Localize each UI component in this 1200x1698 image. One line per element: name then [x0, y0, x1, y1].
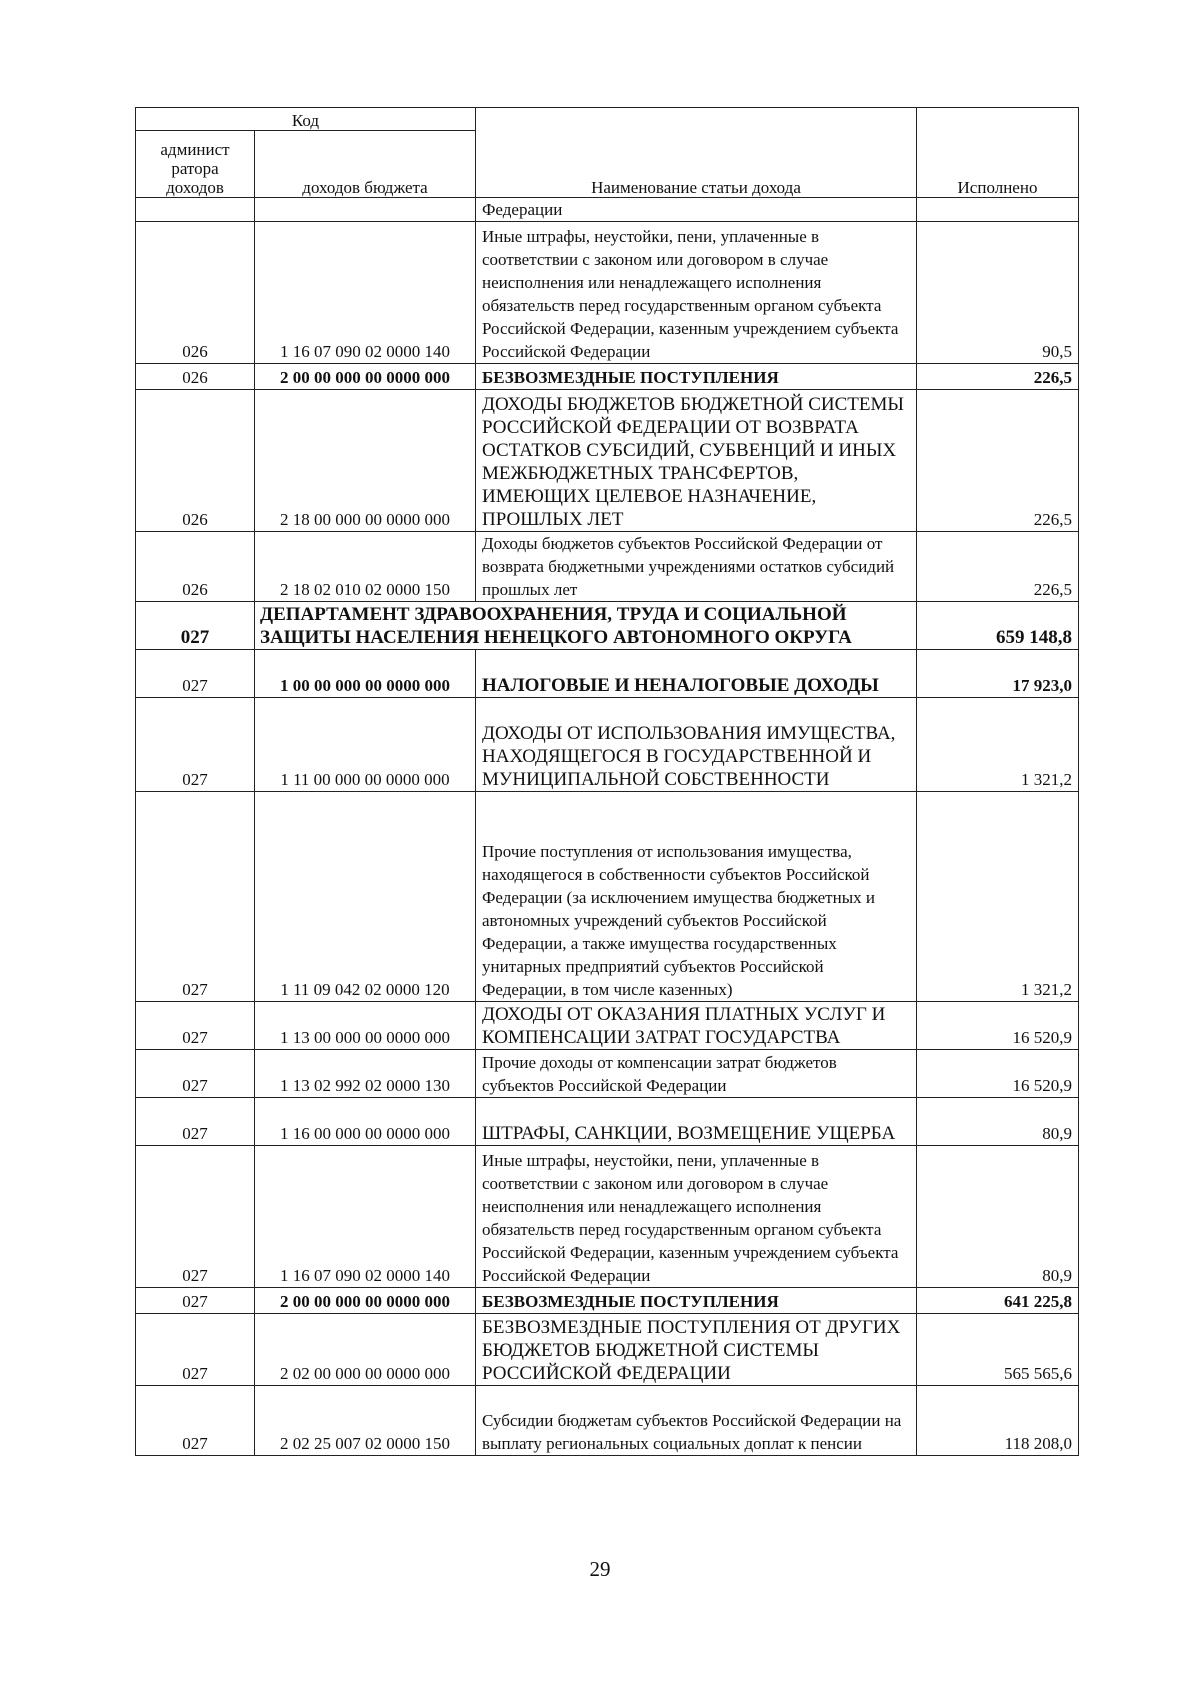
income-code-cell: 2 00 00 000 00 0000 000 [255, 364, 476, 390]
item-name-cell: Прочие поступления от использования имущества, находящегося в собственности субъектов Российской Федерации (за исключением имущества бюджетных и автономных учреждений субъектов Российской Федерации, а также имущества государственных унитарных предприятий субъектов Российской Федерации, в том числе казенных) [476, 792, 917, 1002]
table-row [136, 792, 1079, 1002]
table-row [136, 1146, 1079, 1288]
table-row [136, 698, 1079, 792]
admin-code-cell: 027 [136, 1288, 255, 1314]
admin-code-cell: 026 [136, 364, 255, 390]
admin-column-header: админист ратора доходов [136, 131, 255, 198]
admin-code-cell: 026 [136, 222, 255, 364]
amount-cell: 80,9 [917, 1098, 1079, 1146]
table-row [136, 1288, 1079, 1314]
admin-code-cell [136, 198, 255, 222]
item-name-cell: Прочие доходы от компенсации затрат бюджетов субъектов Российской Федерации [476, 1050, 917, 1098]
item-name-cell: Иные штрафы, неустойки, пени, уплаченные в соответствии с законом или договором в случае неисполнения или ненадлежащего исполнения обязательств перед государственным органом субъекта Российской Федерации, казенным учреждением субъекта Российской Федерации [476, 222, 917, 364]
income-code-cell: 2 00 00 000 00 0000 000 [255, 1288, 476, 1314]
table-row [136, 1098, 1079, 1146]
item-name-cell: ДОХОДЫ ОТ ОКАЗАНИЯ ПЛАТНЫХ УСЛУГ И КОМПЕНСАЦИИ ЗАТРАТ ГОСУДАРСТВА [476, 1002, 917, 1050]
department-name-cell: ДЕПАРТАМЕНТ ЗДРАВООХРАНЕНИЯ, ТРУДА И СОЦИАЛЬНОЙ ЗАЩИТЫ НАСЕЛЕНИЯ НЕНЕЦКОГО АВТОНОМНОГО ОКРУГА [255, 602, 917, 650]
admin-code-cell: 027 [136, 792, 255, 1002]
income-code-column-header: доходов бюджета [255, 131, 476, 198]
table-row [136, 1050, 1079, 1098]
admin-code-cell: 027 [136, 650, 255, 698]
item-name-cell: Доходы бюджетов субъектов Российской Федерации от возврата бюджетными учреждениями остатков субсидий прошлых лет [476, 532, 917, 602]
table-row [136, 198, 1079, 222]
admin-code-cell: 027 [136, 602, 255, 650]
item-name-cell: НАЛОГОВЫЕ И НЕНАЛОГОВЫЕ ДОХОДЫ [476, 650, 917, 698]
item-name-cell: ДОХОДЫ БЮДЖЕТОВ БЮДЖЕТНОЙ СИСТЕМЫ РОССИЙСКОЙ ФЕДЕРАЦИИ ОТ ВОЗВРАТА ОСТАТКОВ СУБСИДИЙ, СУБВЕНЦИЙ И ИНЫХ МЕЖБЮДЖЕТНЫХ ТРАНСФЕРТОВ, ИМЕЮЩИХ ЦЕЛЕВОЕ НАЗНАЧЕНИЕ, ПРОШЛЫХ ЛЕТ [476, 390, 917, 532]
table-row [136, 650, 1079, 698]
admin-code-cell: 027 [136, 1098, 255, 1146]
amount-cell: 226,5 [917, 390, 1079, 532]
amount-cell: 226,5 [917, 532, 1079, 602]
table-row [136, 1314, 1079, 1386]
income-code-cell: 1 11 09 042 02 0000 120 [255, 792, 476, 1002]
amount-cell: 17 923,0 [917, 650, 1079, 698]
amount-cell: 90,5 [917, 222, 1079, 364]
amount-cell: 1 321,2 [917, 698, 1079, 792]
income-code-cell: 1 00 00 000 00 0000 000 [255, 650, 476, 698]
table-row [136, 364, 1079, 390]
income-code-cell [255, 198, 476, 222]
admin-code-cell: 027 [136, 1050, 255, 1098]
table-row [136, 1386, 1079, 1456]
amount-cell: 565 565,6 [917, 1314, 1079, 1386]
budget-table [135, 107, 1079, 1456]
code-group-header: Код [136, 108, 476, 131]
income-code-cell: 1 13 00 000 00 0000 000 [255, 1002, 476, 1050]
table-row [136, 390, 1079, 532]
item-name-cell: Иные штрафы, неустойки, пени, уплаченные в соответствии с законом или договором в случае неисполнения или ненадлежащего исполнения обязательств перед государственным органом субъекта Российской Федерации, казенным учреждением субъекта Российской Федерации [476, 1146, 917, 1288]
name-column-header: Наименование статьи дохода [476, 108, 917, 198]
item-name-cell: БЕЗВОЗМЕЗДНЫЕ ПОСТУПЛЕНИЯ ОТ ДРУГИХ БЮДЖЕТОВ БЮДЖЕТНОЙ СИСТЕМЫ РОССИЙСКОЙ ФЕДЕРАЦИИ [476, 1314, 917, 1386]
table-row [136, 222, 1079, 364]
header-row-top [136, 108, 1079, 131]
budget-table-wrapper [135, 107, 1078, 1456]
income-code-cell: 1 16 07 090 02 0000 140 [255, 222, 476, 364]
amount-cell: 641 225,8 [917, 1288, 1079, 1314]
admin-code-cell: 027 [136, 1386, 255, 1456]
item-name-cell: БЕЗВОЗМЕЗДНЫЕ ПОСТУПЛЕНИЯ [476, 1288, 917, 1314]
page-number: 29 [589, 1557, 611, 1581]
amount-cell: 226,5 [917, 364, 1079, 390]
income-code-cell: 2 02 00 000 00 0000 000 [255, 1314, 476, 1386]
admin-code-cell: 026 [136, 390, 255, 532]
table-row [136, 1002, 1079, 1050]
amount-column-header: Исполнено [917, 108, 1079, 198]
item-name-cell: ШТРАФЫ, САНКЦИИ, ВОЗМЕЩЕНИЕ УЩЕРБА [476, 1098, 917, 1146]
income-code-cell: 2 18 00 000 00 0000 000 [255, 390, 476, 532]
admin-code-cell: 027 [136, 1314, 255, 1386]
department-row [136, 602, 1079, 650]
income-code-cell: 1 11 00 000 00 0000 000 [255, 698, 476, 792]
amount-cell [917, 198, 1079, 222]
income-code-cell: 2 18 02 010 02 0000 150 [255, 532, 476, 602]
admin-code-cell: 027 [136, 1146, 255, 1288]
admin-code-cell: 027 [136, 698, 255, 792]
income-code-cell: 1 16 07 090 02 0000 140 [255, 1146, 476, 1288]
item-name-cell: ДОХОДЫ ОТ ИСПОЛЬЗОВАНИЯ ИМУЩЕСТВА, НАХОДЯЩЕГОСЯ В ГОСУДАРСТВЕННОЙ И МУНИЦИПАЛЬНОЙ СОБСТВЕННОСТИ [476, 698, 917, 792]
table-row [136, 532, 1079, 602]
income-code-cell: 1 16 00 000 00 0000 000 [255, 1098, 476, 1146]
admin-code-cell: 027 [136, 1002, 255, 1050]
item-name-cell: Субсидии бюджетам субъектов Российской Федерации на выплату региональных социальных доплат к пенсии [476, 1386, 917, 1456]
amount-cell: 80,9 [917, 1146, 1079, 1288]
amount-cell: 1 321,2 [917, 792, 1079, 1002]
amount-cell: 659 148,8 [917, 602, 1079, 650]
income-code-cell: 2 02 25 007 02 0000 150 [255, 1386, 476, 1456]
item-name-cell: БЕЗВОЗМЕЗДНЫЕ ПОСТУПЛЕНИЯ [476, 364, 917, 390]
income-code-cell: 1 13 02 992 02 0000 130 [255, 1050, 476, 1098]
amount-cell: 16 520,9 [917, 1002, 1079, 1050]
item-name-cell: Федерации [476, 198, 917, 222]
amount-cell: 118 208,0 [917, 1386, 1079, 1456]
admin-code-cell: 026 [136, 532, 255, 602]
amount-cell: 16 520,9 [917, 1050, 1079, 1098]
